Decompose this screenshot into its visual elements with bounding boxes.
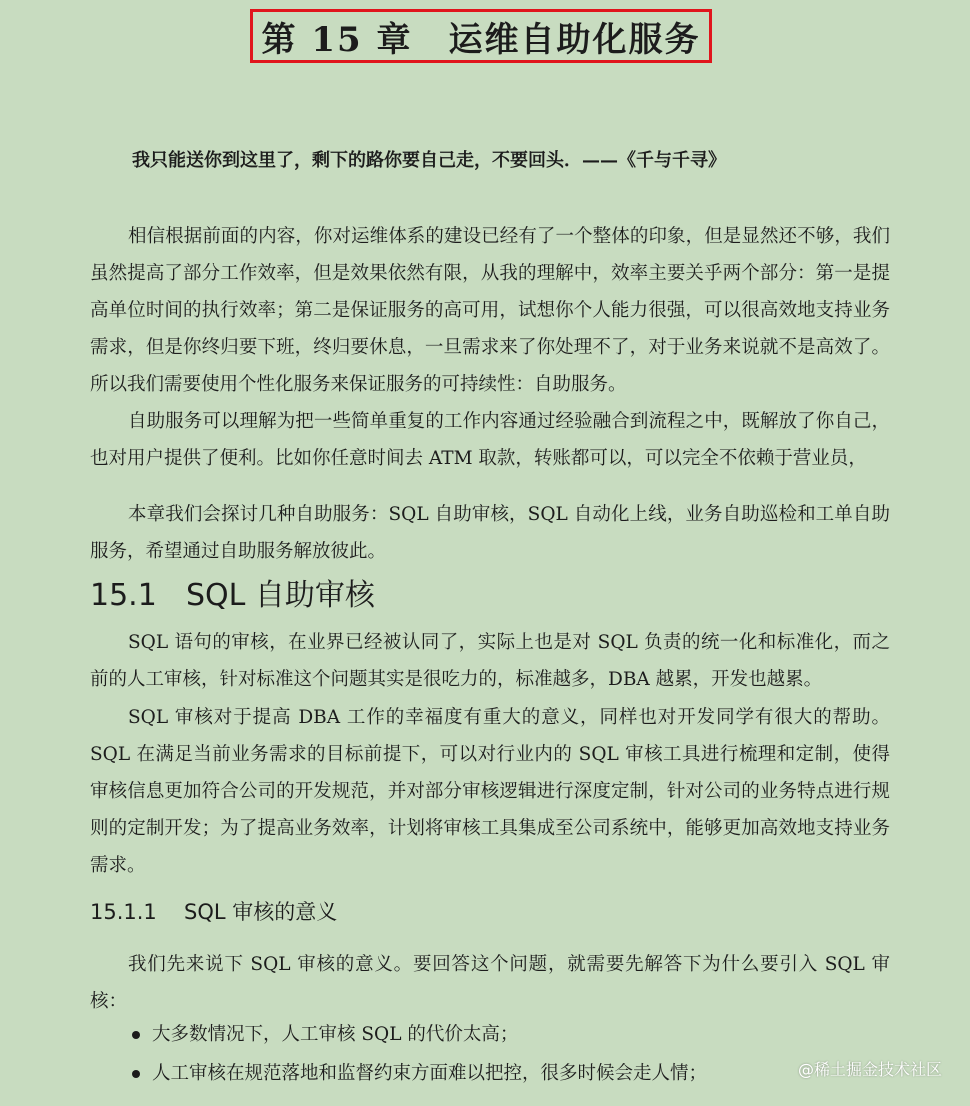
chapter-name: 运维自助化服务: [448, 19, 701, 60]
intro-paragraph-1: 相信根据前面的内容，你对运维体系的建设已经有了一个整体的印象，但是显然还不够，我们虽然提高了部分工作效率，但是效果依然有限，从我的理解中，效率主要关乎两个部分：第一是提高单位时间的执行效率；第二是保证服务的高可用，试想你个人能力很强，可以很高效地支持业务需求，但是你终归要下班，终归要休息，一旦需求来了你处理不了，对于业务来说就不是高效了。所以我们需要使用个性化服务来保证服务的可持续性：自助服务。: [90, 226, 890, 395]
list-item-text: 人工审核在规范落地和监督约束方面难以把控，很多时候会走人情；: [152, 1063, 708, 1084]
chapter-heading-box: [250, 9, 712, 63]
chapter-number: 第 15 章: [261, 19, 413, 60]
list-item: [90, 1015, 910, 1054]
bullet-dot-icon: [132, 1070, 140, 1078]
subsection-number: 15.1.1: [90, 900, 157, 924]
bullet-dot-icon: [132, 1031, 140, 1039]
bullet-list: [90, 1015, 910, 1093]
chapter-title: [262, 12, 701, 61]
intro-paragraph-2: 自助服务可以理解为把一些简单重复的工作内容通过经验融合到流程之中，既解放了你自己，也对用户提供了便利。比如你任意时间去 ATM 取款，转账都可以，可以完全不依赖于营业员，: [90, 411, 890, 469]
section-number: 15.1: [90, 578, 157, 613]
section-title: SQL 自助审核: [186, 578, 375, 613]
section-paragraph-1: SQL 语句的审核，在业界已经被认同了，实际上也是对 SQL 负责的统一化和标准化，而之前的人工审核，针对标准这个问题其实是很吃力的，标准越多，DBA 越累，开发也越累。: [90, 632, 890, 690]
intro-paragraph-3: 本章我们会探讨几种自助服务：SQL 自助审核，SQL 自动化上线，业务自助巡检和工单自助服务，希望通过自助服务解放彼此。: [90, 504, 890, 562]
epigraph: 我只能送你到这里了，剩下的路你要自己走，不要回头．——《千与千寻》: [132, 150, 726, 171]
list-item-text: 大多数情况下，人工审核 SQL 的代价太高；: [152, 1024, 519, 1045]
watermark: @稀土掘金技术社区: [797, 1060, 942, 1079]
subsection-heading: [90, 896, 337, 926]
subsection-title: SQL 审核的意义: [184, 900, 338, 924]
list-item: [90, 1054, 910, 1093]
section-heading: [90, 570, 375, 614]
subsection-paragraph: 我们先来说下 SQL 审核的意义。要回答这个问题，就需要先解答下为什么要引入 SQL 审核：: [90, 954, 890, 1012]
section-paragraph-2: SQL 审核对于提高 DBA 工作的幸福度有重大的意义，同样也对开发同学有很大的帮助。SQL 在满足当前业务需求的目标前提下，可以对行业内的 SQL 审核工具进行梳理和定制，使得审核信息更加符合公司的开发规范，并对部分审核逻辑进行深度定制，针对公司的业务特点进行规则的定制开发；为了提高业务效率，计划将审核工具集成至公司系统中，能够更加高效地支持业务需求。: [90, 707, 890, 876]
